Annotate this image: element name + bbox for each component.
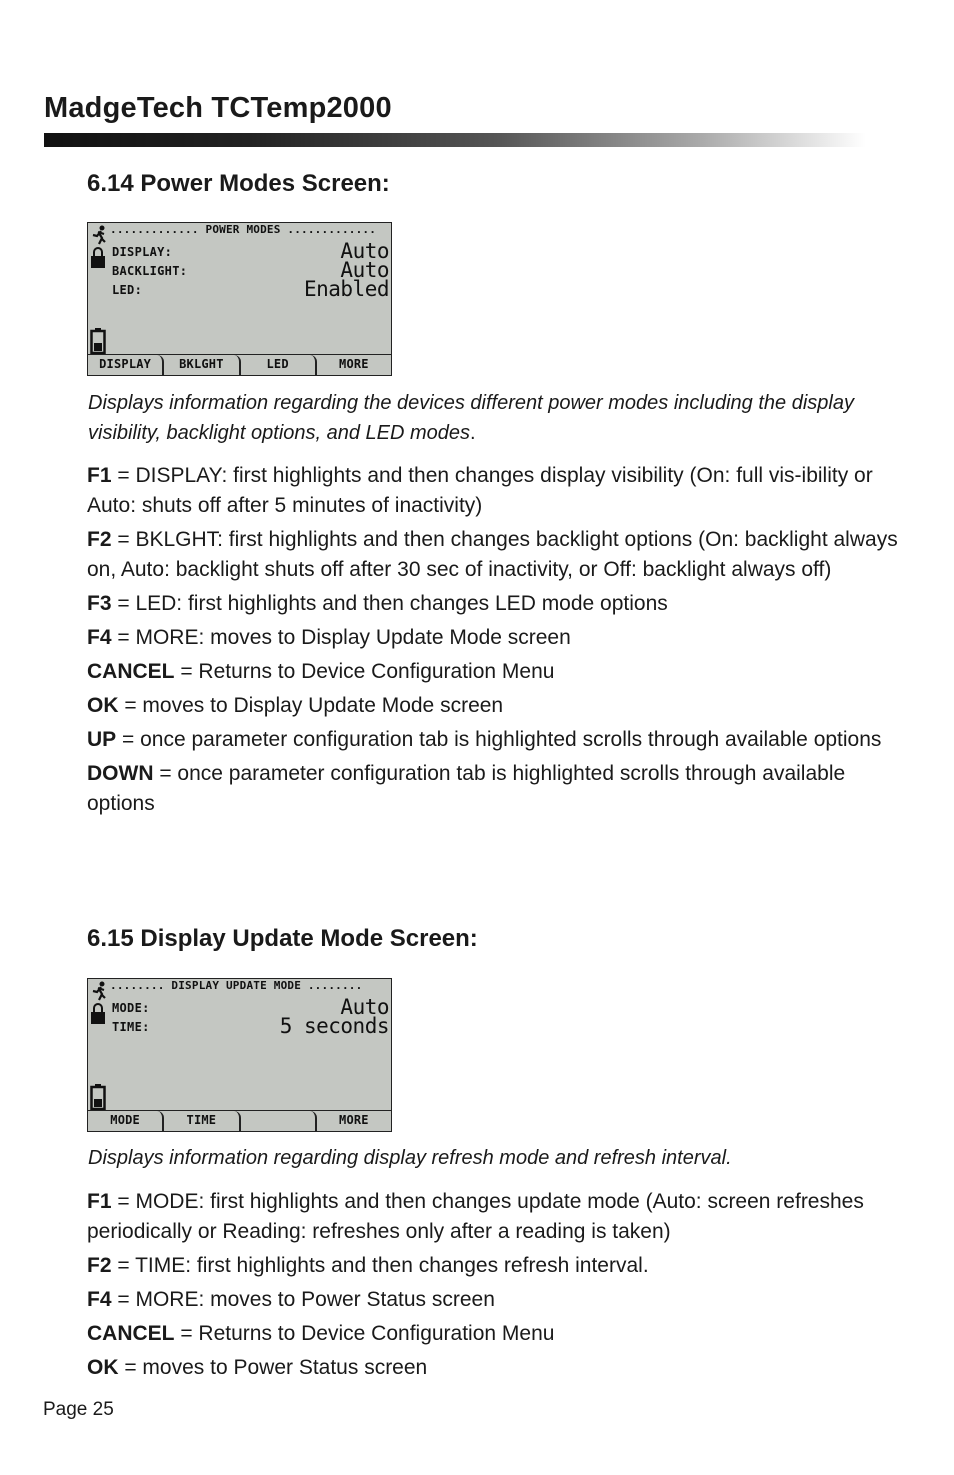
softkey-tab-bklght: BKLGHT	[164, 355, 240, 375]
lcd-row-value: Auto	[340, 995, 389, 1019]
key-description-item	[87, 1187, 917, 1247]
key-description: = once parameter configuration tab is highlighted scrolls through available options	[116, 728, 882, 751]
caption-end: .	[470, 422, 476, 444]
key-description: = MODE: first highlights and then changes update mode (Auto: screen refreshes periodically or Reading: refreshes only after a reading is taken)	[87, 1190, 864, 1243]
page-number: Page 25	[43, 1399, 114, 1420]
lcd-row-value: Auto	[340, 239, 389, 263]
key-description-item	[87, 759, 917, 819]
lcd-screen-header: ............. POWER MODES .............	[110, 223, 377, 236]
key-description-item	[87, 691, 917, 721]
key-description: = TIME: first highlights and then changes refresh interval.	[111, 1254, 649, 1277]
document-title: MadgeTech TCTemp2000	[44, 92, 392, 124]
lock-icon	[90, 247, 106, 269]
lcd-row-value: Auto	[340, 258, 389, 282]
person-icon	[90, 981, 108, 1001]
lcd-row-led	[112, 279, 389, 299]
lcd-screen-header: ........ DISPLAY UPDATE MODE ........	[110, 979, 363, 992]
key-name: UP	[87, 728, 117, 751]
key-description-item	[87, 623, 917, 653]
softkey-tab-more: MORE	[339, 357, 369, 371]
battery-icon	[90, 327, 106, 355]
key-description: = moves to Power Status screen	[118, 1356, 428, 1379]
section-heading-display-update-mode: 6.15 Display Update Mode Screen:	[87, 925, 478, 952]
key-name: F1	[87, 464, 112, 487]
lcd-row-value: 5 seconds	[279, 1014, 389, 1038]
key-description: = LED: first highlights and then changes LED mode options	[111, 592, 668, 615]
lcd-softkey-tabs	[88, 354, 391, 375]
screen-caption-display-update-mode: Displays information regarding display refresh mode and refresh interval.	[88, 1147, 732, 1169]
key-description: = Returns to Device Configuration Menu	[174, 1322, 555, 1345]
softkey-tab-led: LED	[241, 355, 317, 375]
lcd-row-time	[112, 1016, 389, 1036]
battery-icon	[90, 1083, 106, 1111]
key-description-list-power-modes	[87, 461, 917, 823]
softkey-tab-more: MORE	[339, 1113, 369, 1127]
section-heading-power-modes: 6.14 Power Modes Screen:	[87, 170, 390, 197]
key-name: F4	[87, 626, 112, 649]
key-name: F3	[87, 592, 112, 615]
key-description-item	[87, 525, 917, 585]
key-description: = MORE: moves to Display Update Mode screen	[111, 626, 571, 649]
key-description-item	[87, 461, 917, 521]
key-name: DOWN	[87, 762, 154, 785]
lcd-screen-display-update-mode	[87, 978, 392, 1132]
key-name: CANCEL	[87, 1322, 175, 1345]
softkey-tab-display: DISPLAY	[88, 355, 164, 375]
lcd-row-label: TIME:	[112, 1020, 150, 1034]
key-description: = once parameter configuration tab is highlighted scrolls through available options	[87, 762, 846, 815]
lcd-screen-power-modes	[87, 222, 392, 376]
key-name: OK	[87, 694, 119, 717]
lcd-row-label: BACKLIGHT:	[112, 264, 188, 278]
key-name: F1	[87, 1190, 112, 1213]
key-description-item	[87, 657, 917, 687]
key-name: CANCEL	[87, 660, 175, 683]
key-description: = MORE: moves to Power Status screen	[111, 1288, 495, 1311]
lcd-row-value: Enabled	[303, 277, 389, 301]
key-name: OK	[87, 1356, 119, 1379]
softkey-tab-time: TIME	[164, 1111, 240, 1131]
title-rule	[44, 133, 866, 147]
caption-text: Displays information regarding the devices different power modes including the display visibility, backlight options, and LED modes	[88, 392, 854, 444]
key-name: F2	[87, 528, 112, 551]
key-description-item	[87, 1353, 917, 1383]
softkey-tab-empty	[241, 1111, 317, 1131]
key-description-item	[87, 1319, 917, 1349]
softkey-tab-mode: MODE	[88, 1111, 164, 1131]
lcd-row-label: DISPLAY:	[112, 245, 173, 259]
key-description: = DISPLAY: first highlights and then changes display visibility (On: full vis-ibility or Auto: shuts off after 5 minutes of inactivity)	[87, 464, 873, 517]
key-description: = BKLGHT: first highlights and then changes backlight options (On: backlight always on, Auto: backlight shuts off after 30 sec of inactivity, or Off: backlight always off)	[87, 528, 898, 581]
screen-caption-power-modes	[88, 388, 908, 448]
key-description-item	[87, 1251, 917, 1281]
key-description-item	[87, 589, 917, 619]
key-description-item	[87, 725, 917, 755]
key-description: = Returns to Device Configuration Menu	[174, 660, 555, 683]
key-description: = moves to Display Update Mode screen	[118, 694, 504, 717]
key-description-item	[87, 1285, 917, 1315]
key-description-list-display-update-mode	[87, 1187, 917, 1387]
key-name: F4	[87, 1288, 112, 1311]
person-icon	[90, 225, 108, 245]
lcd-row-label: MODE:	[112, 1001, 150, 1015]
lcd-row-label: LED:	[112, 283, 143, 297]
lcd-softkey-tabs	[88, 1110, 391, 1131]
key-name: F2	[87, 1254, 112, 1277]
lock-icon	[90, 1003, 106, 1025]
